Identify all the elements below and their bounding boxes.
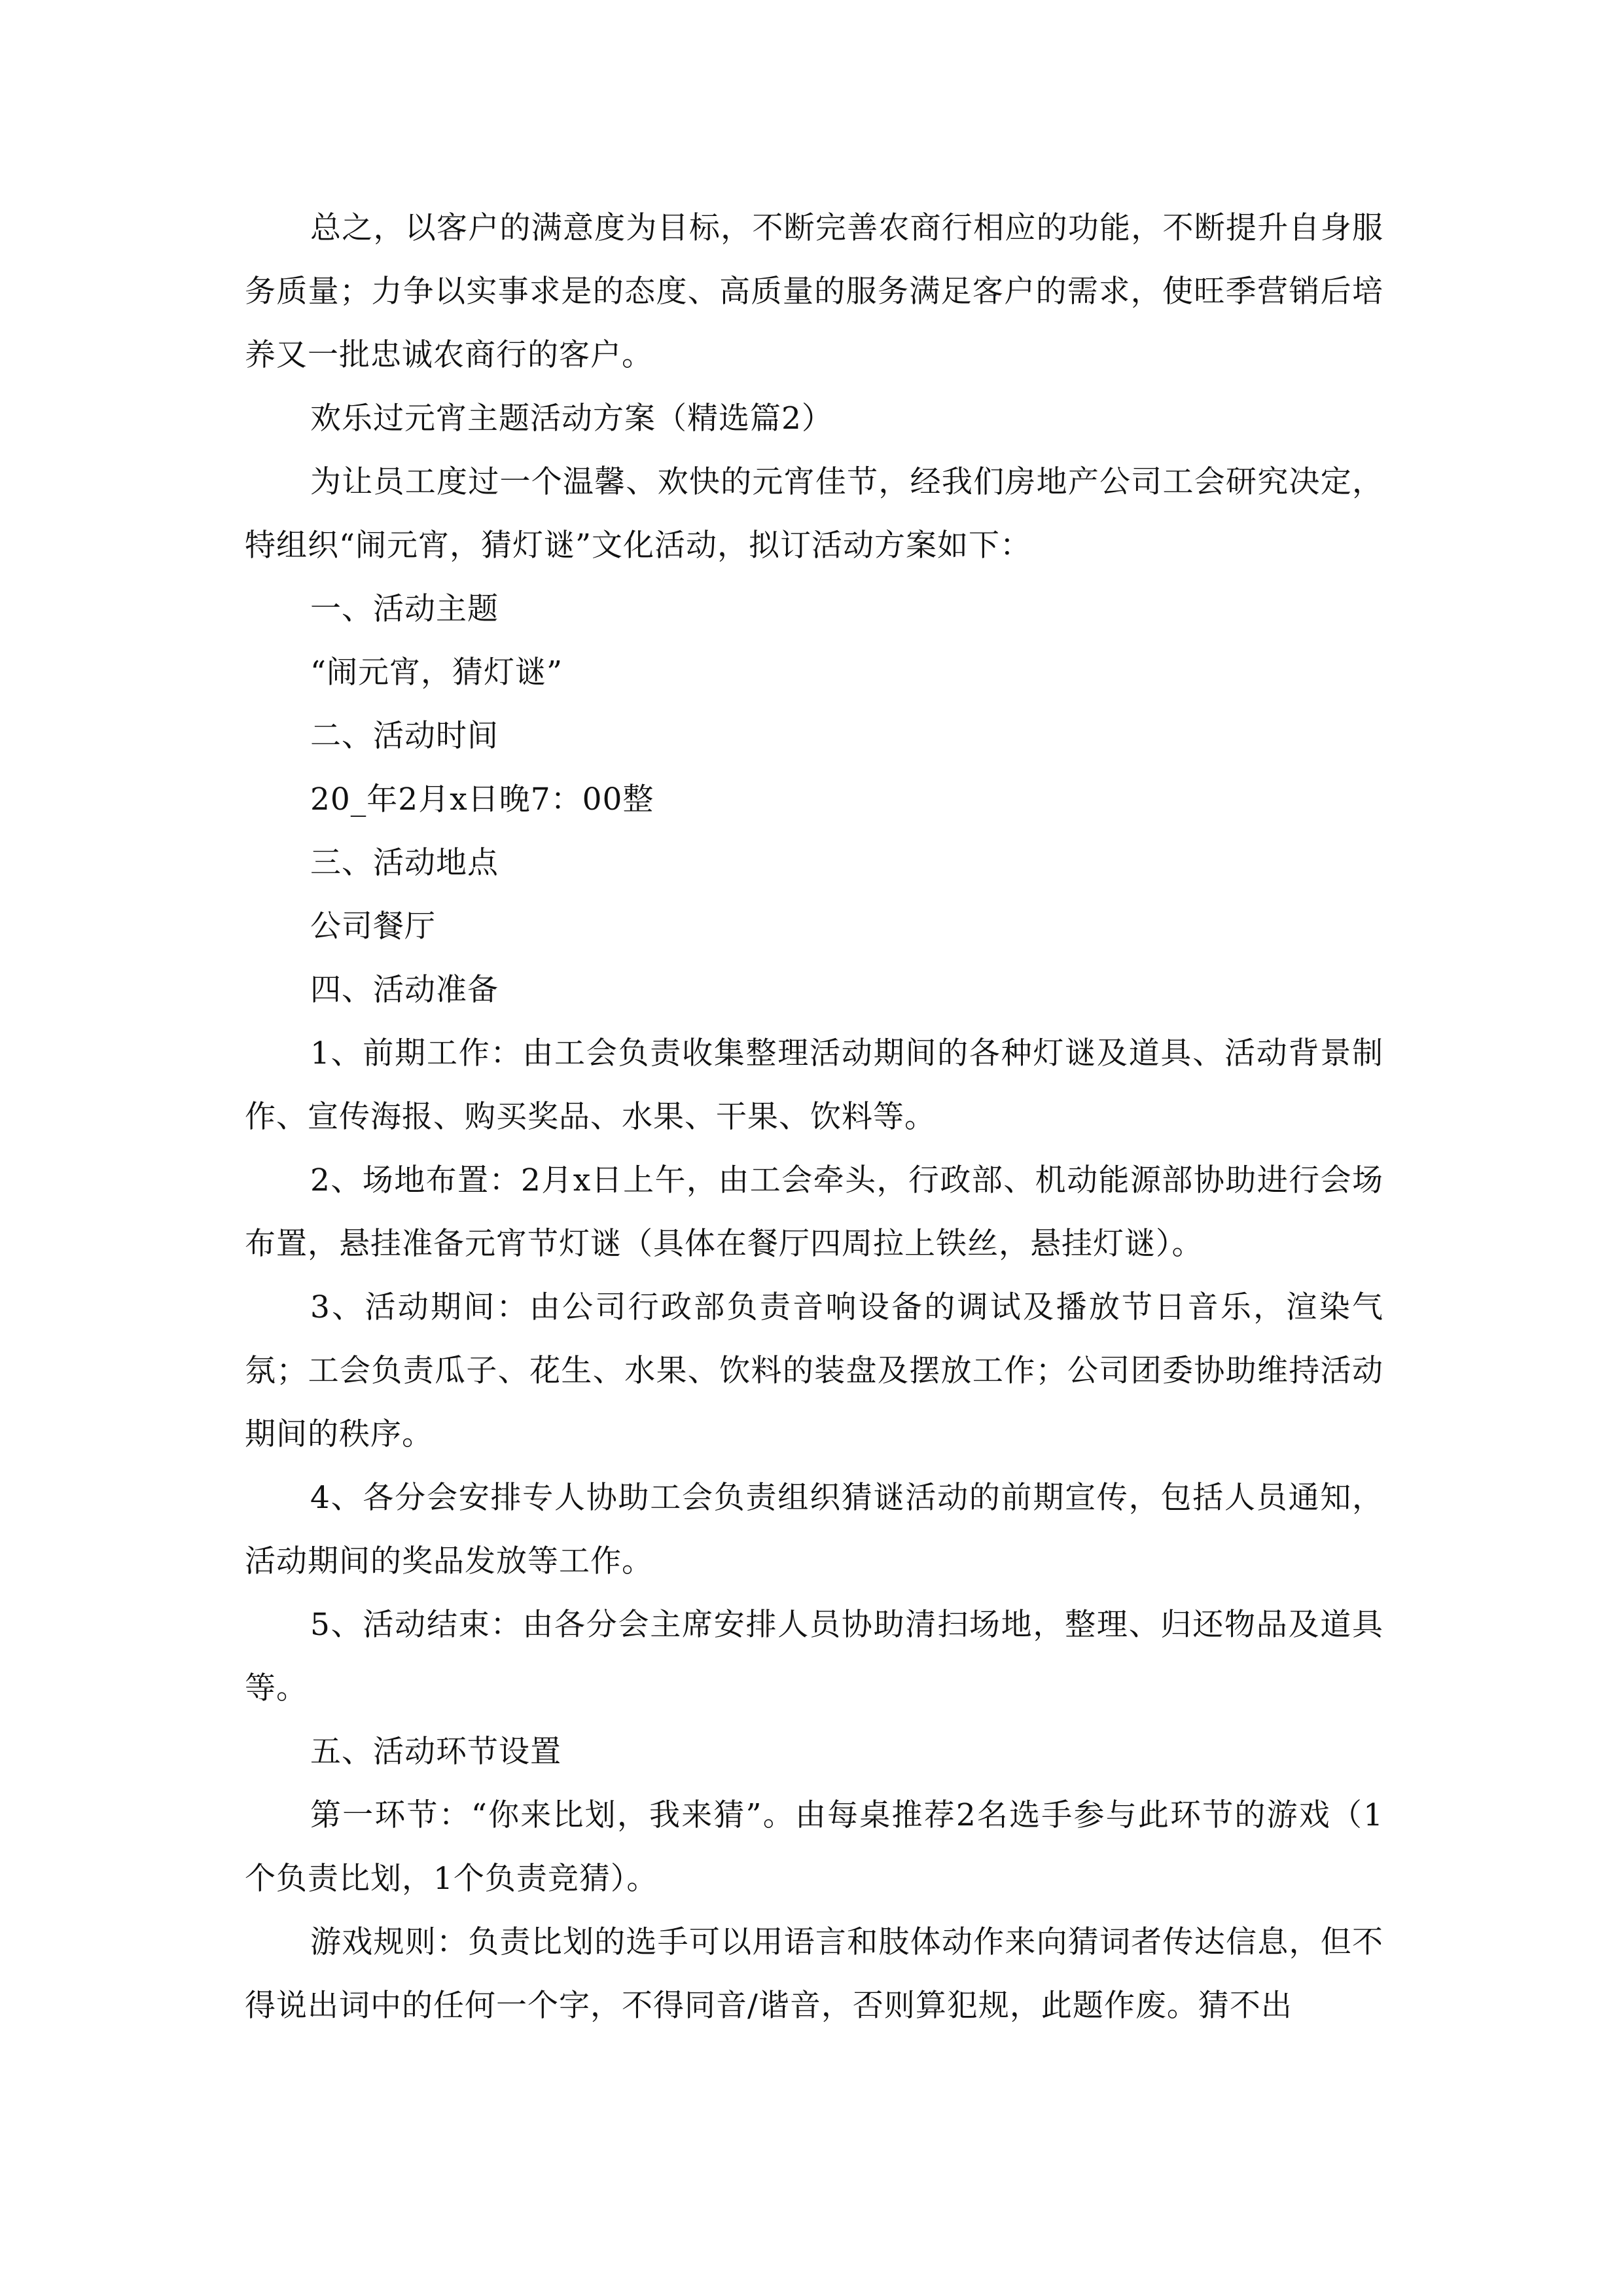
preparation-item-4: 4、各分会安排专人协助工会负责组织猜谜活动的前期宣传，包括人员通知，活动期间的奖品发放等工作。 bbox=[245, 1480, 1383, 1579]
paragraph-summary: 总之，以客户的满意度为目标，不断完善农商行相应的功能，不断提升自身服务质量；力争以实事求是的态度、高质量的服务满足客户的需求，使旺季营销后培养又一批忠诚农商行的客户。 bbox=[245, 210, 1383, 373]
heading-activity-segments: 五、活动环节设置 bbox=[310, 1734, 562, 1770]
preparation-item-2: 2、场地布置：2月x日上午，由工会牵头，行政部、机动能源部协助进行会场布置，悬挂准备元宵节灯谜（具体在餐厅四周拉上铁丝，悬挂灯谜）。 bbox=[245, 1162, 1383, 1262]
game-rules: 游戏规则：负责比划的选手可以用语言和肢体动作来向猜词者传达信息，但不得说出词中的任何一个字，不得同音/谐音，否则算犯规，此题作废。猜不出 bbox=[245, 1924, 1383, 2024]
heading-activity-theme: 一、活动主题 bbox=[310, 591, 499, 627]
heading-activity-preparation: 四、活动准备 bbox=[310, 972, 499, 1008]
heading-activity-time: 二、活动时间 bbox=[310, 718, 499, 754]
paragraph-intro: 为让员工度过一个温馨、欢快的元宵佳节，经我们房地产公司工会研究决定，特组织“闹元宵，猜灯谜”文化活动，拟订活动方案如下： bbox=[245, 464, 1383, 564]
section-heading-plan-2: 欢乐过元宵主题活动方案（精选篇2） bbox=[310, 401, 833, 437]
preparation-item-3: 3、活动期间：由公司行政部负责音响设备的调试及播放节日音乐，渲染气氛；工会负责瓜子、花生、水果、饮料的装盘及摆放工作；公司团委协助维持活动期间的秩序。 bbox=[245, 1289, 1383, 1452]
activity-theme-value: “闹元宵，猜灯谜” bbox=[310, 655, 563, 691]
document-body bbox=[245, 196, 1383, 2037]
preparation-item-1: 1、前期工作：由工会负责收集整理活动期间的各种灯谜及道具、活动背景制作、宣传海报、购买奖品、水果、干果、饮料等。 bbox=[245, 1035, 1383, 1135]
segment-1: 第一环节：“你来比划，我来猜”。由每桌推荐2名选手参与此环节的游戏（1个负责比划，1个负责竞猜）。 bbox=[245, 1797, 1383, 1897]
heading-activity-location: 三、活动地点 bbox=[310, 845, 499, 881]
activity-location-value: 公司餐厅 bbox=[310, 908, 436, 944]
activity-time-value: 20_年2月x日晚7：00整 bbox=[310, 781, 654, 817]
preparation-item-5: 5、活动结束：由各分会主席安排人员协助清扫场地，整理、归还物品及道具等。 bbox=[245, 1607, 1383, 1706]
